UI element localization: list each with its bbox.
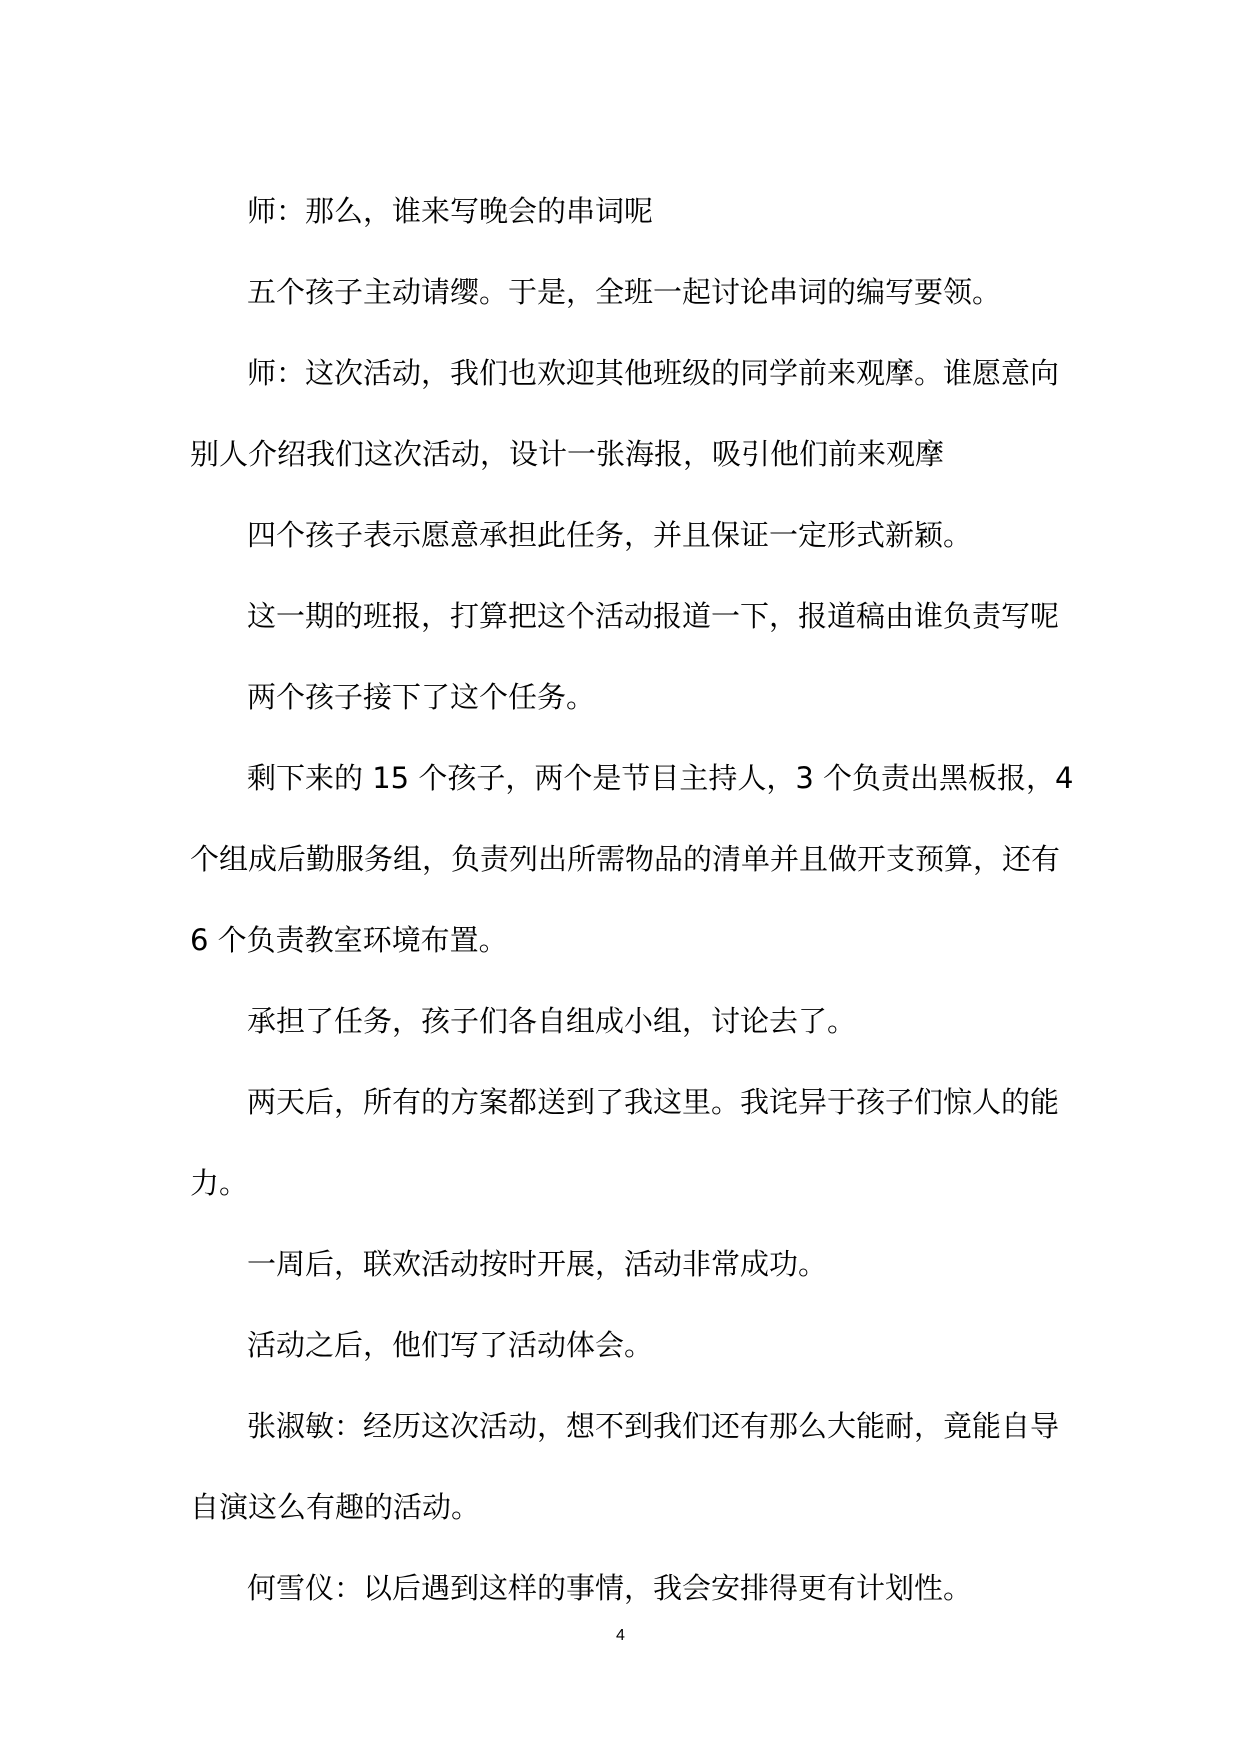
paragraph-line: 别人介绍我们这次活动，设计一张海报，吸引他们前来观摩 [190,437,945,471]
paragraph-line: 一周后，联欢活动按时开展，活动非常成功。 [247,1247,828,1281]
paragraph-line: 何雪仪：以后遇到这样的事情，我会安排得更有计划性。 [247,1571,973,1605]
paragraph-line: 师：这次活动，我们也欢迎其他班级的同学前来观摩。谁愿意向 [247,356,1060,390]
paragraph-line: 师：那么，谁来写晚会的串词呢 [247,194,654,228]
paragraph-line: 活动之后，他们写了活动体会。 [247,1328,654,1362]
paragraph-line: 两天后，所有的方案都送到了我这里。我诧异于孩子们惊人的能 [247,1085,1060,1119]
page-number: 4 [616,1627,625,1644]
paragraph-line: 承担了任务，孩子们各自组成小组，讨论去了。 [247,1004,857,1038]
paragraph-line: 剩下来的 15 个孩子，两个是节目主持人，3 个负责出黑板报，4 [247,761,1074,795]
paragraph-line: 自演这么有趣的活动。 [190,1490,481,1524]
paragraph-line: 力。 [190,1166,249,1200]
paragraph-line: 个组成后勤服务组，负责列出所需物品的清单并且做开支预算，还有 [190,842,1061,876]
paragraph-line: 五个孩子主动请缨。于是，全班一起讨论串词的编写要领。 [247,275,1002,309]
paragraph-line: 四个孩子表示愿意承担此任务，并且保证一定形式新颖。 [247,518,973,552]
paragraph-line: 这一期的班报，打算把这个活动报道一下，报道稿由谁负责写呢 [247,599,1060,633]
paragraph-line: 张淑敏：经历这次活动，想不到我们还有那么大能耐，竟能自导 [247,1409,1060,1443]
paragraph-line: 6 个负责教室环境布置。 [190,923,508,957]
paragraph-line: 两个孩子接下了这个任务。 [247,680,596,714]
